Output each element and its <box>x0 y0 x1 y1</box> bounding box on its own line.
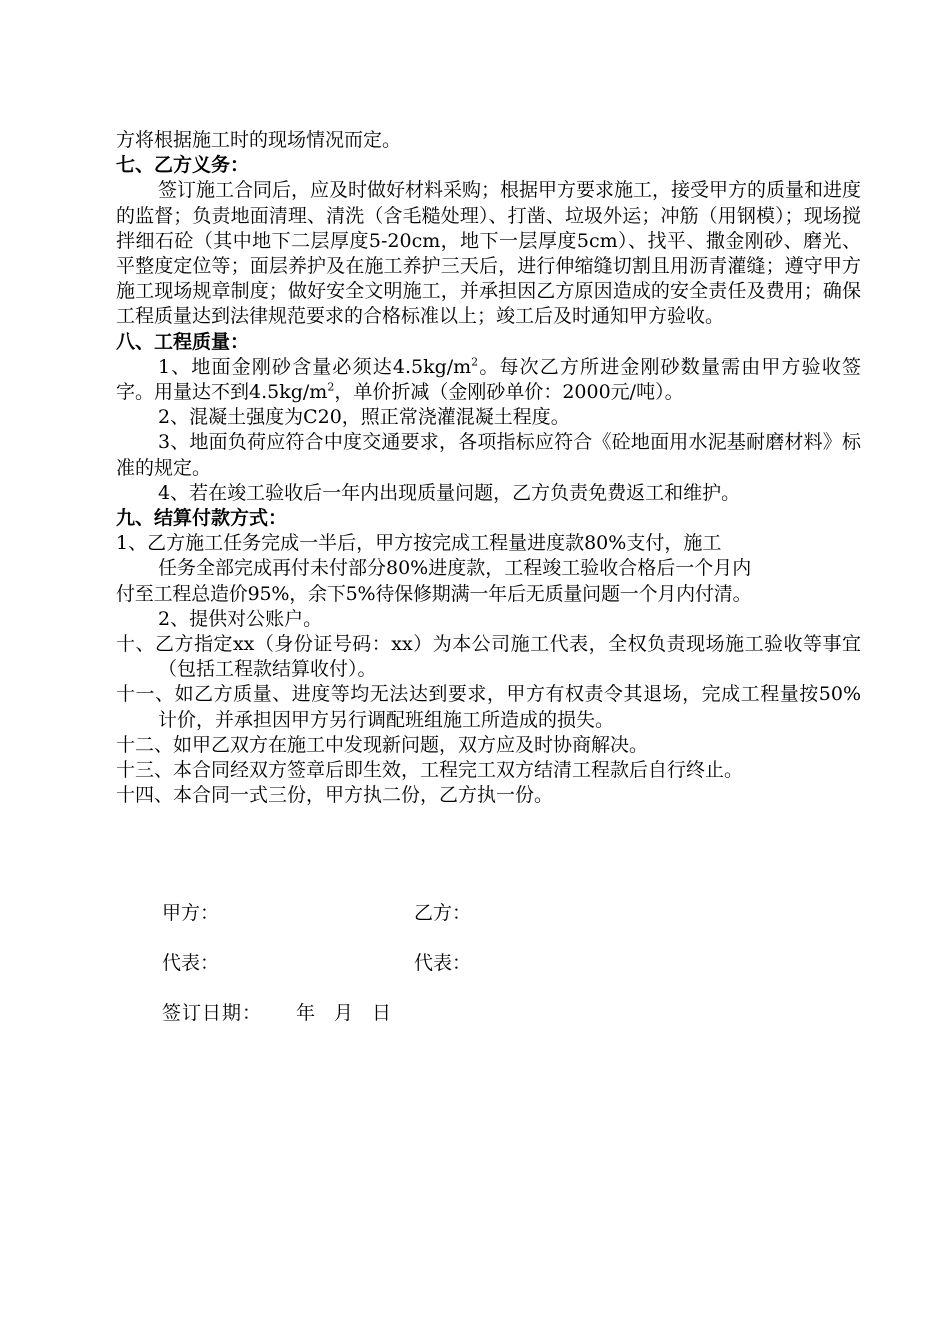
representative-b-label: 代表： <box>414 952 472 974</box>
signing-date-label: 签订日期： <box>162 1002 263 1024</box>
quality-item-1 <box>116 355 861 405</box>
superscript-2: 2 <box>471 355 479 369</box>
settlement-item-1-line-3: 付至工程总造价95%，余下5%待保修期满一年后无质量问题一个月内付清。 <box>116 582 752 605</box>
settlement-item-2: 2、提供对公账户。 <box>158 607 323 630</box>
quality-item-3: 3、地面负荷应符合中度交通要求，各项指标应符合《砼地面用水泥基耐磨材料》标准的规定。 <box>116 431 861 479</box>
clause-14: 十四、本合同一式三份，甲方执二份，乙方执一份。 <box>116 784 554 807</box>
section-heading-8: 八、工程质量： <box>116 330 250 353</box>
section-heading-9: 九、结算付款方式： <box>116 507 288 530</box>
continued-text: 方将根据施工时的现场情况而定。 <box>116 129 402 151</box>
clause-11: 十一、如乙方质量、进度等均无法达到要求，甲方有权责令其退场，完成工程量按50%计价，并承担因甲方另行调配班组施工所造成的损失。 <box>116 683 861 731</box>
clause-13: 十三、本合同经双方签章后即生效，工程完工双方结清工程款后自行终止。 <box>116 759 744 782</box>
party-a-label: 甲方： <box>162 902 220 924</box>
contract-body <box>116 128 861 808</box>
party-b-label: 乙方： <box>414 902 472 924</box>
section-heading-7: 七、乙方义务： <box>116 154 250 177</box>
settlement-item-1-line-1: 1、乙方施工任务完成一半后，甲方按完成工程量进度款80%支付，施工 <box>116 532 722 555</box>
signing-date-value: 年 月 日 <box>296 1002 392 1024</box>
quality-item-2: 2、混凝土强度为C20，照正常浇灌混凝土程度。 <box>158 406 570 429</box>
settlement-item-1-line-2: 任务全部完成再付未付部分80%进度款，工程竣工验收合格后一个月内 <box>158 557 752 580</box>
representative-a-label: 代表： <box>162 952 220 974</box>
party-b-obligations: 签订施工合同后，应及时做好材料采购；根据甲方要求施工，接受甲方的质量和进度的监督；负责地面清理、清洗（含毛糙处理）、打凿、垃圾外运；冲筋（用钢模）；现场搅拌细石砼（其中地下二层厚度5-20cm，地下一层厚度5cm）、找平、撒金刚砂、磨光、平整度定位等；面层养护及在施工养护三天后，进行伸缩缝切割且用沥青灌缝；遵守甲方施工现场规章制度；做好安全文明施工，并承担因乙方原因造成的安全责任及费用；确保工程质量达到法律规范要求的合格标准以上；竣工后及时通知甲方验收。 <box>116 179 862 328</box>
superscript-2: 2 <box>327 380 335 394</box>
quality-item-1-part-c: ，单价折减（金刚砂单价：2000元/吨）。 <box>334 381 684 404</box>
clause-12: 十二、如甲乙双方在施工中发现新问题，双方应及时协商解决。 <box>116 733 649 756</box>
quality-item-1-part-b: 。每次乙方所进金刚砂数量需由甲方验收签字。用量达不到4.5kg/m <box>116 355 861 404</box>
clause-10: 十、乙方指定xx（身份证号码：xx）为本公司施工代表，全权负责现场施工验收等事宜（包括工程款结算收付）。 <box>116 633 861 681</box>
quality-item-4: 4、若在竣工验收后一年内出现质量问题，乙方负责免费返工和维护。 <box>158 481 741 504</box>
quality-item-1-part-a: 1、地面金刚砂含量必须达4.5kg/m <box>158 355 472 378</box>
